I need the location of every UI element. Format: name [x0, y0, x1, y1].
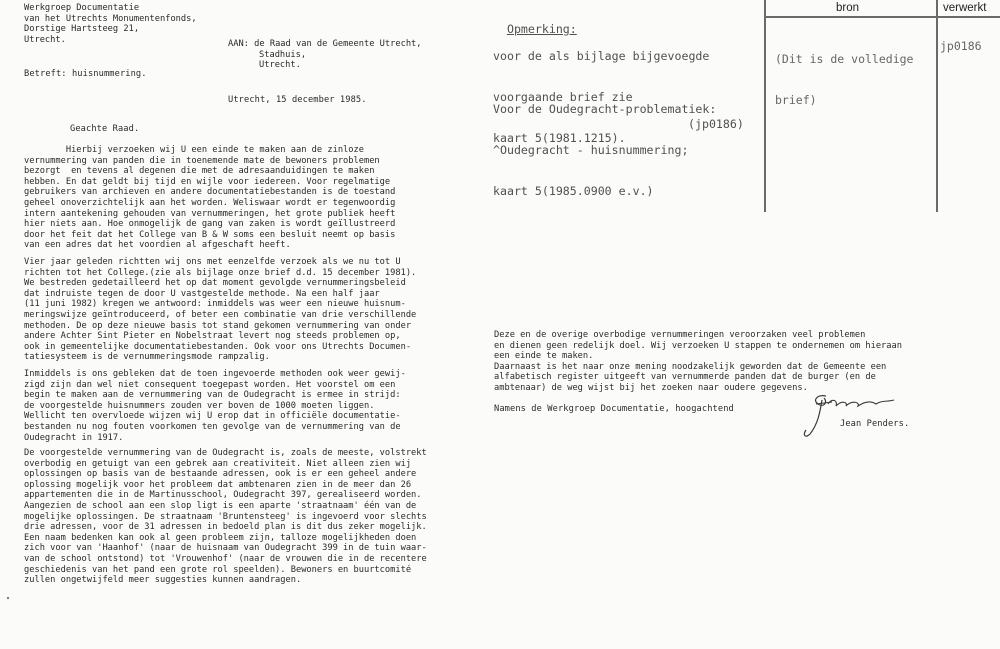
remark-lines-2	[493, 76, 716, 212]
text-line: en dienen geen redelijk doel. Wij verzoeken U stappen te ondernemen om hieraan	[494, 340, 902, 351]
sender-block	[24, 3, 197, 45]
text-line: Daarnaast is het naar onze mening noodzakelijk geworden dat de Gemeente een	[494, 361, 887, 372]
text-line: tatiesysteem is de vernummeringsmode rampzalig.	[24, 352, 270, 363]
sender-line: van het Utrechts Monumentenfonds,	[24, 13, 197, 24]
text-line: andere Achter Sint Pieter en Nobelstraat levert nog steeds problemen op,	[24, 331, 401, 342]
text-line: oplossingen op basis van de bestaande adressen, ook is er een geheel andere	[24, 469, 417, 480]
text-line: begin te maken aan de vernummering van de Oudegracht is ermee in strijd:	[24, 390, 401, 401]
grid-divider-left	[764, 0, 766, 212]
remark-ref: (jp0186)	[688, 117, 744, 131]
text-line: de voorgestelde huisnummers zouden ver boven de 1000 moeten liggen.	[24, 400, 375, 411]
text-line: intern aantekening gehouden van vernummeringen, het grote publiek heeft	[24, 208, 396, 219]
text-line: gebruikers van archieven en andere documentatiebestanden is de toestand	[24, 187, 396, 198]
text-line: appartementen die in de Martinusschool, Oudegracht 397, gerealiseerd worden.	[24, 490, 422, 501]
column-header-verwerkt: verwerkt	[943, 2, 987, 14]
recipient-line: AAN: de Raad van de Gemeente Utrecht,	[228, 39, 422, 49]
bron-note	[775, 26, 913, 121]
text-line: Inmiddels is ons gebleken dat de toen ingevoerde methoden ook weer gewij-	[24, 369, 406, 379]
text-line: ook in gemeentelijke documentatiebestanden. Ook voor ons Utrechts Documen-	[24, 341, 412, 352]
remark-line: voorgaande brief zie	[493, 89, 633, 104]
remark-line: kaart 5(1985.0900 e.v.)	[493, 183, 654, 198]
salutation: Geachte Raad.	[70, 124, 140, 134]
remark-title: Opmerking:	[506, 21, 577, 36]
paragraph-4	[24, 448, 427, 586]
text-line: Oudegracht in 1917.	[24, 432, 124, 443]
text-line: Vier jaar geleden richtten wij ons met eenzelfde verzoek als we nu tot U	[24, 257, 401, 267]
bron-note-line: (Dit is de volledige	[775, 52, 914, 66]
verwerkt-note: jp0186	[940, 39, 982, 53]
paragraph-1	[24, 145, 395, 251]
text-line: van de school ontstond) tot 'Vrouwenhof' (naar de vrouwen die in de recentere	[24, 553, 427, 564]
remark-line: kaart 5(1981.1215).	[493, 130, 626, 145]
paragraph-3	[24, 369, 406, 443]
paragraph-5	[494, 330, 902, 394]
closing-line: Namens de Werkgroep Documentatie, hoogachtend	[494, 404, 734, 414]
remark-line: voor de als bijlage bijgevoegde	[493, 49, 710, 64]
text-line: meringswijze geïntroduceerd, of beter een combinatie van drie verschillende	[24, 309, 417, 320]
column-header-bron: bron	[836, 2, 860, 14]
text-line: methoden. De op deze nieuwe basis tot stand gekomen vernummering van onder	[24, 320, 412, 331]
text-line: We bestreden gedetailleerd het op dat moment gevolgde vernummeringsbeleid	[24, 278, 406, 289]
text-line: alfabetisch register uitgeeft van vernummerde panden dat de burger (en de	[494, 372, 876, 383]
sender-line: Dorstige Hartsteeg 21,	[24, 24, 140, 35]
text-line: van een adres dat het voordien al afgeschaft heeft.	[24, 240, 291, 251]
recipient-block	[228, 39, 422, 71]
margin-dot	[7, 597, 9, 599]
date-line: Utrecht, 15 december 1985.	[228, 95, 367, 105]
recipient-line: Stadhuis,	[259, 49, 307, 60]
sender-line: Werkgroep Documentatie	[24, 3, 140, 13]
text-line: bestanden nu nog fouten voorkomen ten gevolge van de vernummering van de	[24, 421, 401, 432]
text-line: drie adressen, voor de 31 adressen in bedoeld plan is dit dus zeker mogelijk.	[24, 522, 427, 533]
subject-line: Betreft: huisnummering.	[24, 69, 147, 79]
remark-line: ^Oudegracht - huisnummering;	[493, 142, 689, 157]
text-line: mogelijke oplossingen. De straatnaam 'Bruntensteeg' is ingevoerd voor slechts	[24, 511, 427, 522]
text-line: Hierbij verzoeken wij U een einde te maken aan de zinloze	[24, 145, 364, 155]
bron-note-line: brief)	[775, 92, 817, 107]
text-line: De voorgestelde vernummering van de Oudegracht is, zoals de meeste, volstrekt	[24, 448, 427, 458]
text-line: geheel onoverzichtelijk aan het worden. Weliswaar wordt er tegenwoordig	[24, 197, 396, 208]
text-line: hier niets aan. Hoe onmogelijk de gang van zaken is wordt geïllustreerd	[24, 219, 396, 230]
signature-image	[798, 390, 908, 440]
text-line: Wellicht ten overvloede wijzen wij U erop dat in officiële documentatie-	[24, 411, 401, 422]
text-line: Een naam bedenken kan ook al geen probleem zijn, talloze mogelijkheden doen	[24, 532, 417, 543]
grid-header-rule	[764, 16, 1000, 18]
text-line: geschiedenis van het pand een grote rol speelden). Bewoners en buurtcomité	[24, 564, 412, 575]
text-line: oplossing mogelijk voor het probleem dat ambtenaren zien in de meer dan 26	[24, 479, 412, 490]
text-line: een einde te maken.	[494, 351, 594, 362]
text-line: zigd zijn dan wel niet consequent toegepast worden. Het voorstel om een	[24, 379, 396, 390]
text-line: ambtenaar) de weg wijst bij het zoeken naar oudere gegevens.	[494, 382, 808, 393]
paragraph-2	[24, 257, 416, 363]
remark-line: Voor de Oudegracht-problematiek:	[493, 102, 717, 117]
text-line: overbodig en getuigt van een gebrek aan creativiteit. Niet alleen zien wij	[24, 458, 412, 469]
grid-divider-middle	[936, 0, 938, 212]
text-line: dat indruiste tegen de door U vastgestelde methode. Na een half jaar	[24, 288, 380, 299]
signatory-name: Jean Penders.	[840, 419, 910, 429]
text-line: hebben. En dat geldt bij tijd en wijle voor iedereen. Voor regelmatige	[24, 176, 391, 187]
text-line: vernummering van panden die in toenemende mate de bewoners problemen	[24, 155, 380, 166]
text-line: Aangezien de school aan een slop ligt is een aparte 'straatnaam' één van de	[24, 500, 417, 511]
text-line: bezorgt en tevens al degenen die met de adresaanduidingen te maken	[24, 166, 375, 177]
sender-line: Utrecht.	[24, 34, 66, 45]
text-line: (11 juni 1982) kregen we antwoord: inmiddels was weer een nieuwe huisnum-	[24, 299, 406, 310]
text-line: zullen ongetwijfeld meer suggesties kunnen aandragen.	[24, 575, 302, 586]
text-line: Deze en de overige overbodige vernummeringen veroorzaken veel problemen	[494, 330, 866, 340]
text-line: richten tot het College.(zie als bijlage onze brief d.d. 15 december 1981).	[24, 267, 417, 278]
recipient-line: Utrecht.	[259, 60, 301, 71]
text-line: door het feit dat het College van B & W soms een besluit neemt op basis	[24, 229, 396, 240]
text-line: zich voor van 'Haanhof' (naar de huisnaam van Oudegracht 399 in de tuin waar-	[24, 543, 427, 554]
